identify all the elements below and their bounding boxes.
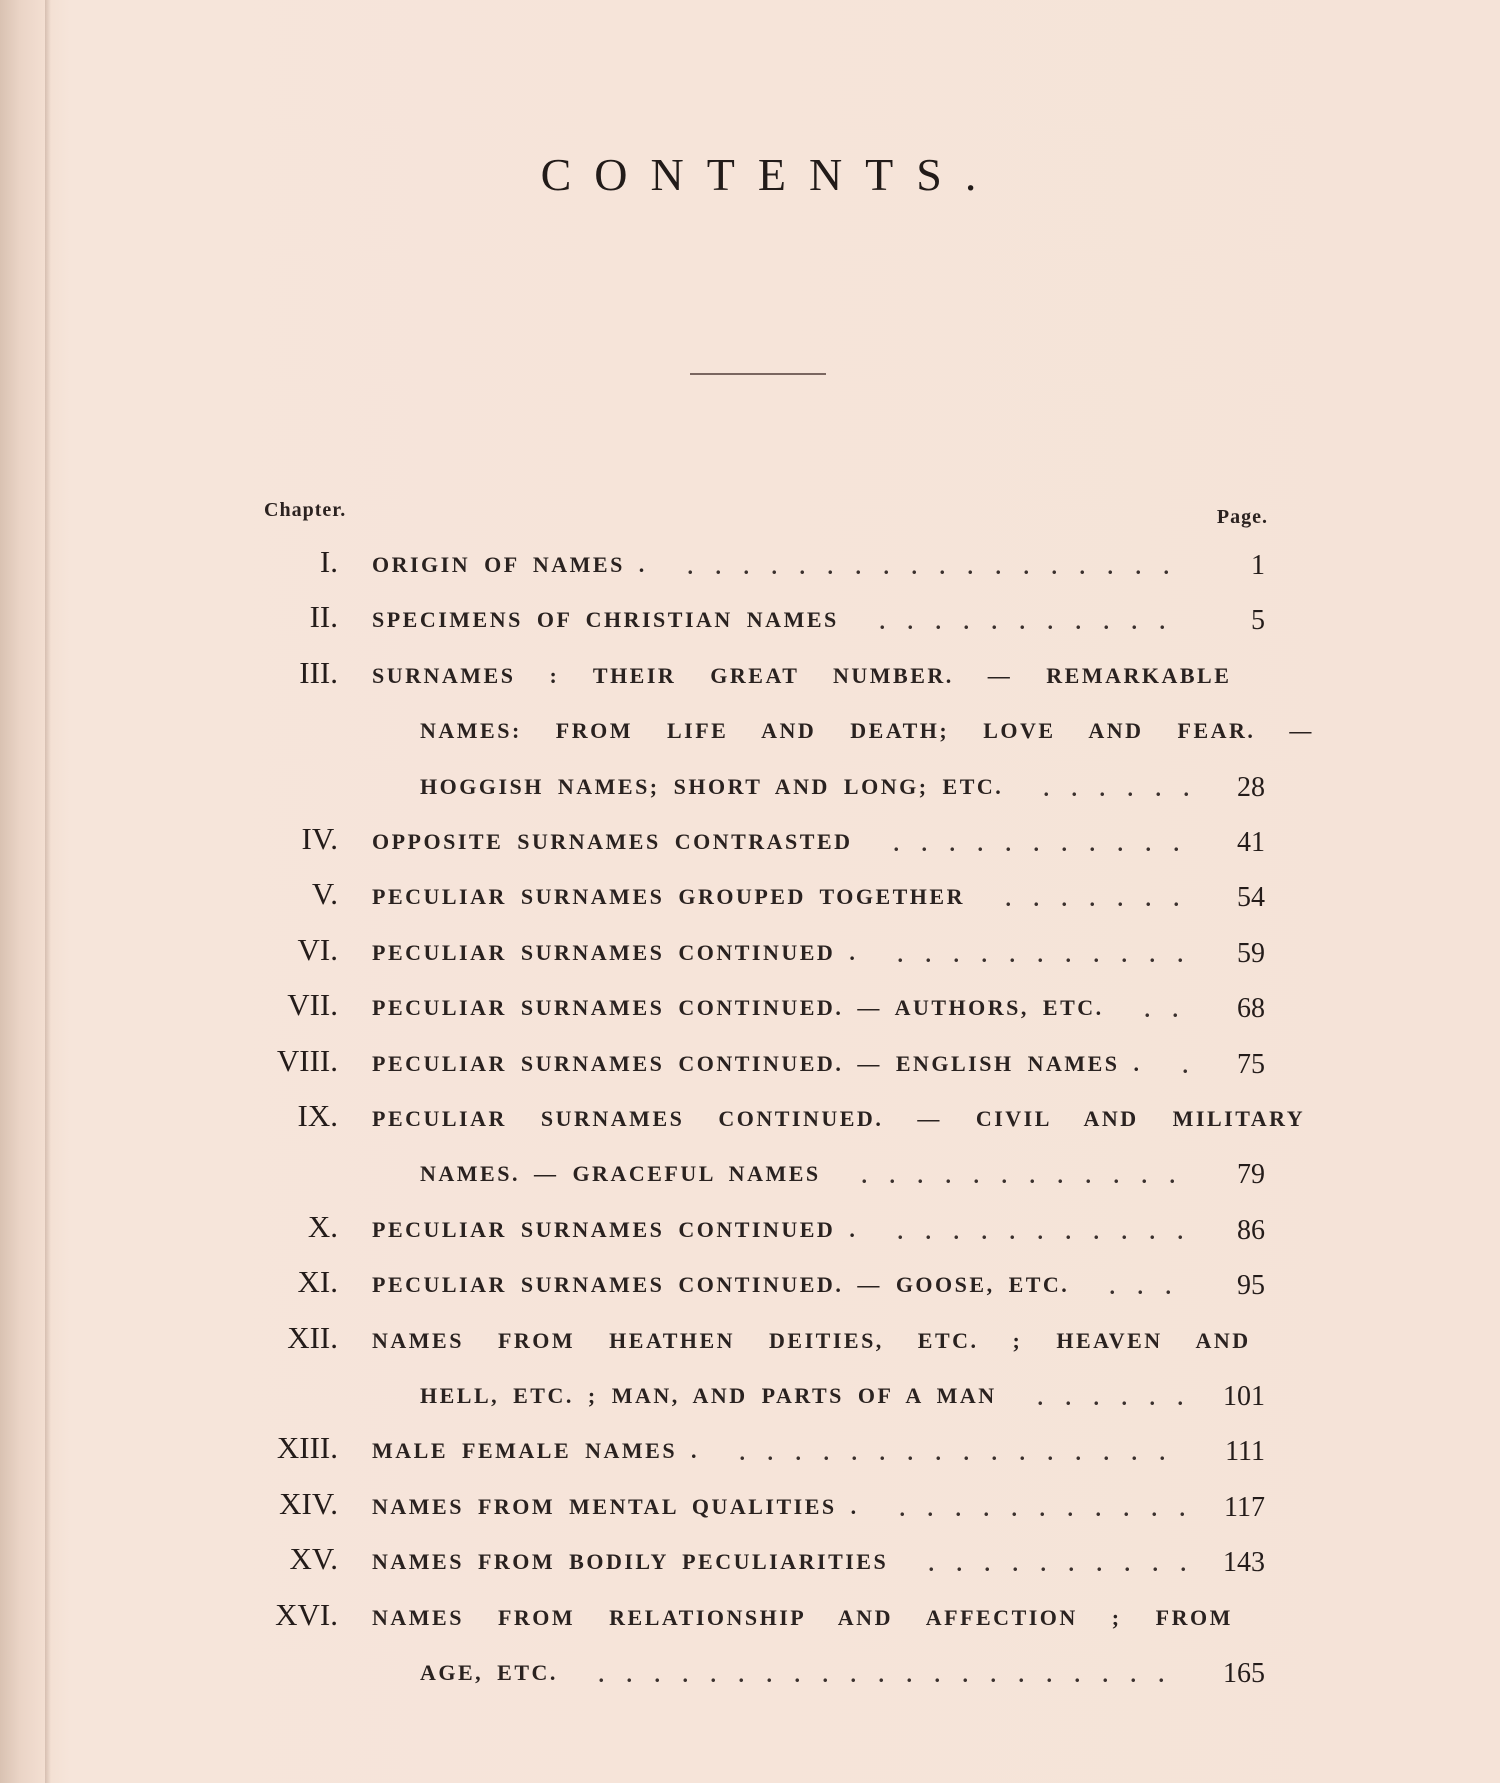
chapter-title: ORIGIN OF NAMES .: [372, 552, 647, 577]
toc-line: [0, 1264, 1500, 1312]
dot-leader: . .: [1144, 997, 1178, 1023]
chapter-number: XIII.: [276, 1430, 338, 1466]
chapter-title: SURNAMES : THEIR GREAT NUMBER. — REMARKABLE: [372, 662, 1232, 688]
page-number: 41: [1237, 827, 1265, 858]
chapter-number: XIV.: [279, 1485, 338, 1521]
chapter-title: SPECIMENS OF CHRISTIAN NAMES: [372, 607, 839, 633]
chapter-title: PECULIAR SURNAMES CONTINUED. — AUTHORS, ETC.: [372, 995, 1104, 1021]
dot-leader: . . . . . . . . . . . . . . . . . . . . .: [598, 1662, 1164, 1687]
toc-line: [0, 1596, 1500, 1645]
dot-leader: . . . . . . . . . . . . . . . . . .: [687, 554, 1169, 579]
dot-leader: . . . . . . . . . . . .: [861, 1163, 1175, 1189]
page-number: 5: [1251, 605, 1265, 637]
chapter-number: VI.: [297, 931, 338, 967]
page-number: 111: [1225, 1436, 1265, 1468]
title-rule: [690, 373, 826, 375]
dot-leader: . . . . . . . . . . . . . . . .: [739, 1440, 1165, 1466]
chapter-number: XV.: [289, 1541, 338, 1577]
chapter-title: AGE, ETC.: [420, 1660, 558, 1685]
dot-leader: .: [1182, 1052, 1188, 1078]
chapter-number: IV.: [301, 821, 338, 856]
chapter-title: HELL, ETC. ; MAN, AND PARTS OF A MAN: [420, 1383, 997, 1408]
chapter-number: XII.: [287, 1319, 338, 1355]
chapter-title: HOGGISH NAMES; SHORT AND LONG; ETC.: [420, 773, 1004, 799]
dot-leader: . . . . . . . . . . .: [899, 1495, 1185, 1521]
toc-line: [0, 876, 1500, 924]
chapter-title: NAMES. — GRACEFUL NAMES: [420, 1161, 821, 1187]
toc-line: [0, 1161, 1500, 1201]
toc-line: [0, 654, 1500, 703]
chapter-title: PECULIAR SURNAMES CONTINUED .: [372, 1216, 858, 1242]
dot-leader: . . . . . .: [1037, 1385, 1183, 1410]
chapter-title: NAMES: FROM LIFE AND DEATH; LOVE AND FEAR. —: [420, 718, 1314, 744]
page-number: 68: [1237, 993, 1265, 1025]
chapter-title: NAMES FROM BODILY PECULIARITIES: [372, 1549, 889, 1575]
page-number: 101: [1223, 1381, 1265, 1412]
toc-line: [0, 931, 1500, 980]
chapter-title: NAMES FROM MENTAL QUALITIES .: [372, 1493, 859, 1519]
page-number: 165: [1223, 1658, 1265, 1689]
page-number: 75: [1237, 1048, 1265, 1080]
chapter-title: PECULIAR SURNAMES GROUPED TOGETHER: [372, 884, 965, 910]
page-number: 59: [1237, 937, 1265, 969]
toc-line: [0, 1042, 1500, 1091]
chapter-number: IX.: [297, 1098, 338, 1133]
chapter-number: V.: [311, 876, 338, 912]
toc-line: [0, 1485, 1500, 1534]
chapter-number: XI.: [297, 1264, 338, 1300]
toc-line: [0, 1541, 1500, 1589]
dot-leader: . . . . . . .: [1005, 886, 1179, 912]
toc-line: [0, 771, 1500, 814]
toc-line: [0, 1098, 1500, 1146]
page-title: CONTENTS.: [540, 149, 1000, 200]
chapter-title: PECULIAR SURNAMES CONTINUED. — CIVIL AND MILITARY: [372, 1106, 1306, 1131]
chapter-number: XVI.: [275, 1596, 338, 1632]
dot-leader: . . . . . .: [1043, 775, 1189, 801]
dot-leader: . . . . . . . . . . .: [897, 1218, 1183, 1244]
page-number: 28: [1237, 771, 1265, 803]
dot-leader: . . . . . . . . . . .: [897, 941, 1183, 967]
dot-leader: . . . . . . . . . . .: [879, 609, 1165, 635]
chapter-number: X.: [307, 1208, 338, 1244]
toc-line: [0, 599, 1500, 647]
chapter-title: OPPOSITE SURNAMES CONTRASTED: [372, 829, 853, 854]
toc-line: [0, 718, 1500, 758]
chapter-title: NAMES FROM RELATIONSHIP AND AFFECTION ; FROM: [372, 1604, 1233, 1630]
dot-leader: . . . . . . . . . .: [928, 1551, 1186, 1577]
chapter-number: II.: [309, 599, 338, 635]
chapter-title: MALE FEMALE NAMES .: [372, 1438, 700, 1464]
page-number: 143: [1223, 1547, 1265, 1579]
chapter-number: I.: [319, 544, 338, 579]
toc-line: [0, 1208, 1500, 1257]
page-number: 95: [1237, 1270, 1265, 1302]
toc-line: [0, 1319, 1500, 1368]
chapter-title: NAMES FROM HEATHEN DEITIES, ETC. ; HEAVEN AND: [372, 1327, 1251, 1353]
toc-line: [0, 1383, 1500, 1423]
chapter-title: PECULIAR SURNAMES CONTINUED. — ENGLISH NAMES .: [372, 1050, 1142, 1076]
chapter-title: PECULIAR SURNAMES CONTINUED .: [372, 939, 858, 965]
chapter-number: VII.: [287, 987, 338, 1023]
dot-leader: . . . . . . . . . . .: [893, 831, 1179, 856]
chapter-number: VIII.: [276, 1042, 338, 1078]
page-number: 86: [1237, 1214, 1265, 1246]
toc-line: [0, 544, 1500, 592]
dot-leader: . . .: [1109, 1274, 1171, 1300]
toc-line: [0, 821, 1500, 869]
page-number: 1: [1251, 550, 1265, 581]
page-number: 117: [1224, 1491, 1265, 1523]
page-number: 54: [1237, 882, 1265, 914]
page-number: 79: [1237, 1159, 1265, 1191]
chapter-title: PECULIAR SURNAMES CONTINUED. — GOOSE, ETC.: [372, 1272, 1070, 1298]
toc-line: [0, 1660, 1500, 1700]
chapter-column-header: Chapter.: [264, 499, 347, 521]
toc-line: [0, 987, 1500, 1035]
chapter-number: III.: [299, 654, 338, 690]
page-column-header: Page.: [1216, 506, 1268, 528]
toc-line: [0, 1430, 1500, 1478]
